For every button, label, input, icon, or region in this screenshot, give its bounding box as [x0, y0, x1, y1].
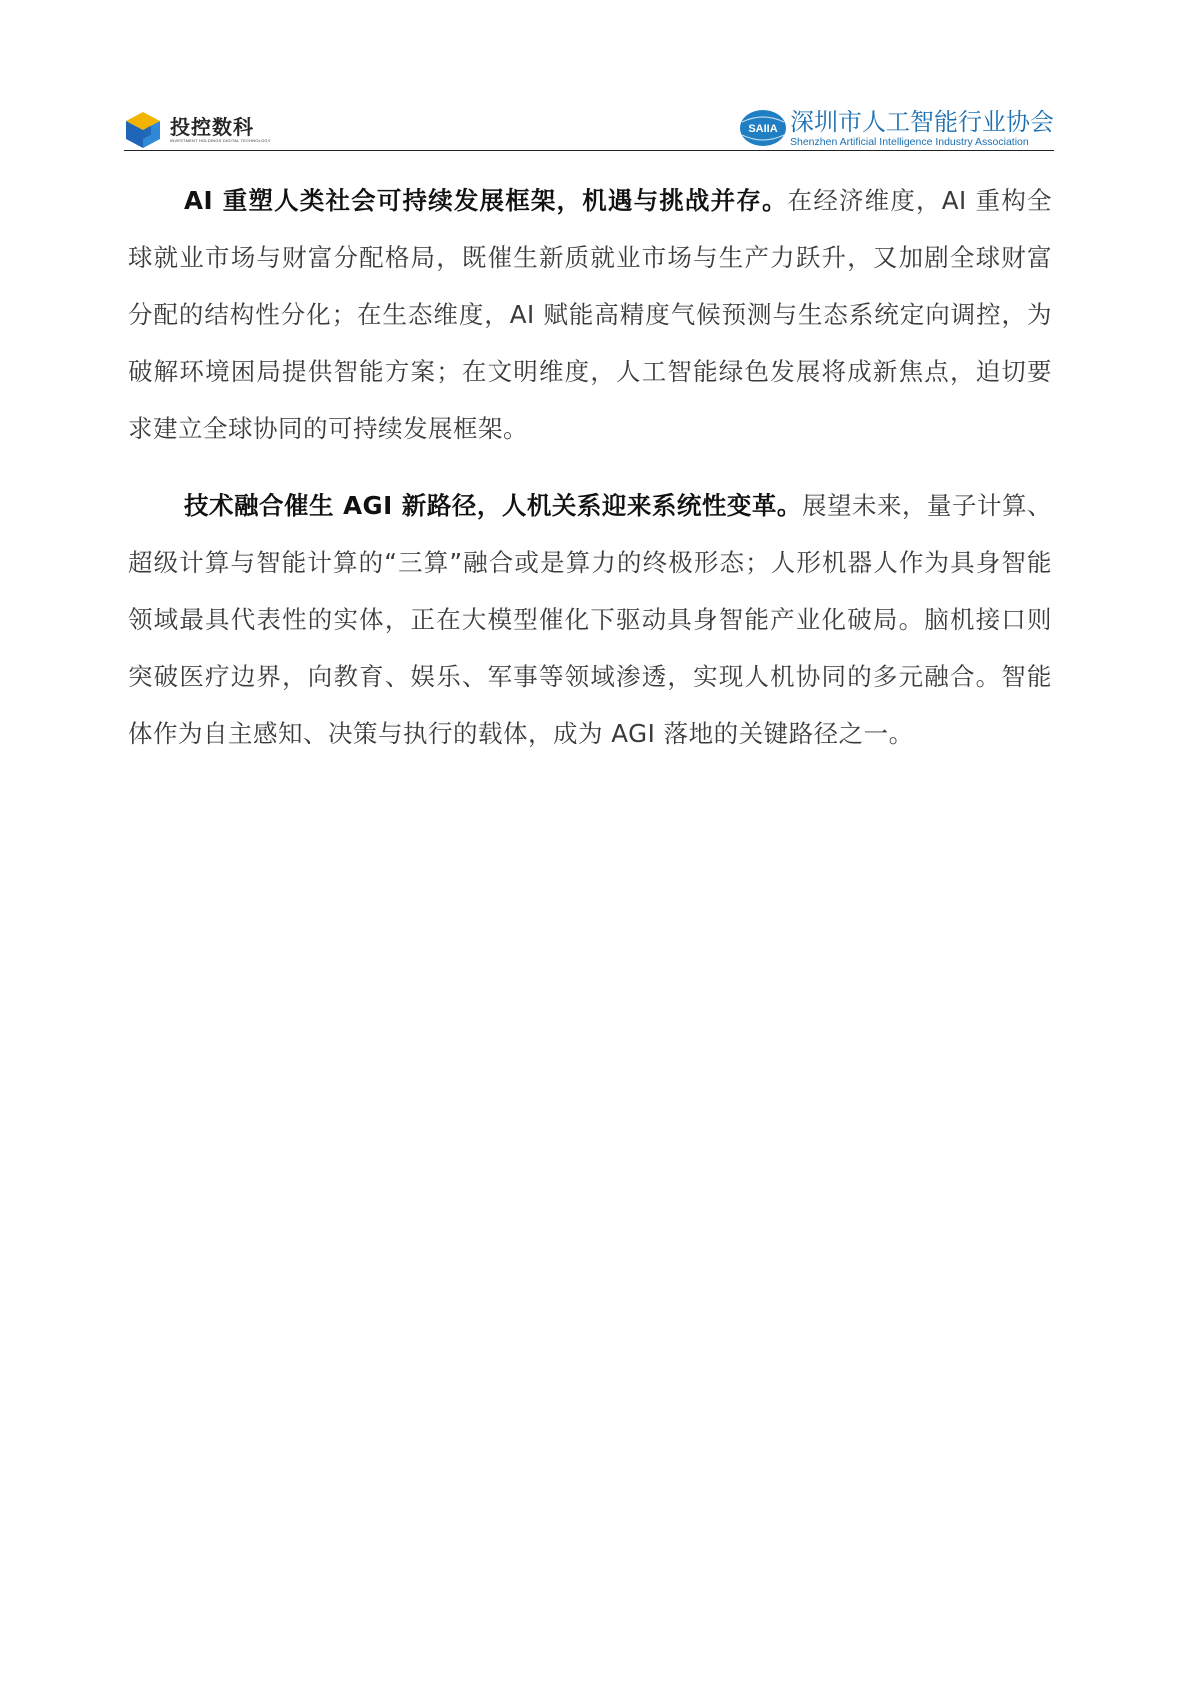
- saiia-badge-label: SAIIA: [748, 123, 778, 135]
- paragraph-body: 在经济维度，AI 重构全球就业市场与财富分配格局，既催生新质就业市场与生产力跃升，又加剧全球财富分配的结构性分化；在生态维度，AI 赋能高精度气候预测与生态系统定向调控，为破解环境困局提供智能方案；在文明维度，人工智能绿色发展将成新焦点，迫切要求建立全球协同的可持续发展框架。: [128, 186, 1052, 443]
- right-logo-english: Shenzhen Artificial Intelligence Industry Association: [790, 136, 1029, 148]
- page-header: [124, 102, 1054, 154]
- paragraph-sustainability: [128, 172, 1052, 457]
- saiia-logo: [738, 106, 1054, 150]
- left-logo-english: INVESTMENT HOLDINGS DIGITAL TECHNOLOGY: [170, 138, 271, 143]
- body-content: [128, 172, 1052, 782]
- paragraph-lead: AI 重塑人类社会可持续发展框架，机遇与挑战并存。: [184, 186, 788, 215]
- paragraph-lead: 技术融合催生 AGI 新路径，人机关系迎来系统性变革。: [184, 491, 802, 520]
- paragraph-body: 展望未来，量子计算、超级计算与智能计算的“三算”融合或是算力的终极形态；人形机器人作为具身智能领域最具代表性的实体，正在大模型催化下驱动具身智能产业化破局。脑机接口则突破医疗边界，向教育、娱乐、军事等领域渗透，实现人机协同的多元融合。智能体作为自主感知、决策与执行的载体，成为 AGI 落地的关键路径之一。: [128, 491, 1053, 748]
- paragraph-agi-path: [128, 477, 1052, 762]
- cube-logo-icon: [124, 110, 162, 150]
- saiia-badge-icon: [738, 108, 788, 148]
- right-logo-name: 深圳市人工智能行业协会: [790, 108, 1054, 136]
- left-logo-name: 投控数科: [170, 115, 254, 139]
- tk-digital-logo: [124, 108, 271, 152]
- header-divider: [124, 150, 1054, 151]
